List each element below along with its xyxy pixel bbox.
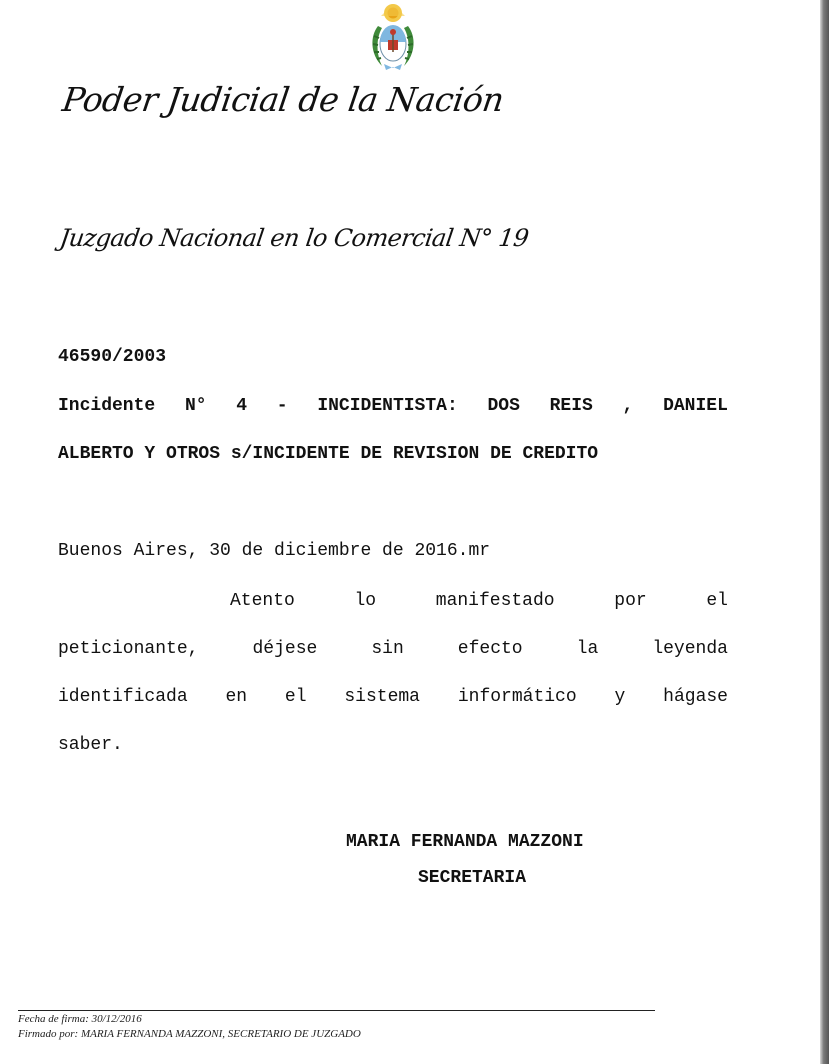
body-word: manifestado bbox=[435, 591, 555, 611]
body-line-1 bbox=[230, 591, 728, 611]
signature-name: MARIA FERNANDA MAZZONI bbox=[346, 832, 584, 852]
footer-signed-date: Fecha de firma: 30/12/2016 bbox=[18, 1013, 142, 1025]
body-word: efecto bbox=[457, 639, 523, 659]
body-word: peticionante, bbox=[58, 639, 199, 659]
court-title: Juzgado Nacional en lo Comercial N° 19 bbox=[58, 224, 531, 252]
body-word: el bbox=[284, 687, 307, 707]
body-line-4: saber. bbox=[58, 735, 123, 755]
body-word: hágase bbox=[663, 687, 728, 707]
case-title-word: INCIDENTISTA: bbox=[317, 396, 458, 416]
body-word: el bbox=[706, 591, 728, 611]
body-word: leyenda bbox=[652, 639, 728, 659]
case-title-word: 4 bbox=[236, 396, 248, 416]
body-word: identificada bbox=[58, 687, 188, 707]
argentine-coat-of-arms-icon bbox=[366, 2, 420, 72]
case-title-word: DOS bbox=[487, 396, 520, 416]
case-number: 46590/2003 bbox=[58, 347, 167, 367]
footer-signed-by: Firmado por: MARIA FERNANDA MAZZONI, SECRETARIO DE JUZGADO bbox=[18, 1028, 361, 1040]
case-title-line-2: ALBERTO Y OTROS s/INCIDENTE DE REVISION DE CREDITO bbox=[58, 444, 599, 464]
case-title-word: N° bbox=[184, 396, 207, 416]
signature-title: SECRETARIA bbox=[418, 868, 527, 888]
case-title-line-1 bbox=[58, 396, 728, 416]
body-word: en bbox=[225, 687, 248, 707]
body-word: Atento bbox=[230, 591, 295, 611]
body-word: lo bbox=[354, 591, 377, 611]
case-title-word: REIS bbox=[549, 396, 593, 416]
case-title-word: Incidente bbox=[58, 396, 156, 416]
body-word: por bbox=[614, 591, 647, 611]
sun-rays bbox=[381, 4, 405, 22]
body-word: sin bbox=[371, 639, 404, 659]
case-title-word: - bbox=[276, 396, 288, 416]
body-word: la bbox=[576, 639, 599, 659]
footer-divider bbox=[18, 1010, 655, 1011]
case-title-word: DANIEL bbox=[663, 396, 728, 416]
body-line-2 bbox=[58, 639, 728, 659]
body-word: déjese bbox=[252, 639, 318, 659]
body-word: sistema bbox=[344, 687, 420, 707]
institution-title: Poder Judicial de la Nación bbox=[60, 80, 507, 119]
page-edge-shadow bbox=[820, 0, 829, 1064]
oval-shield bbox=[380, 25, 406, 61]
body-line-3 bbox=[58, 687, 728, 707]
date-line: Buenos Aires, 30 de diciembre de 2016.mr bbox=[58, 541, 491, 561]
body-word: y bbox=[614, 687, 626, 707]
body-word: informático bbox=[457, 687, 577, 707]
case-title-word: , bbox=[622, 396, 634, 416]
ribbon bbox=[384, 64, 402, 70]
